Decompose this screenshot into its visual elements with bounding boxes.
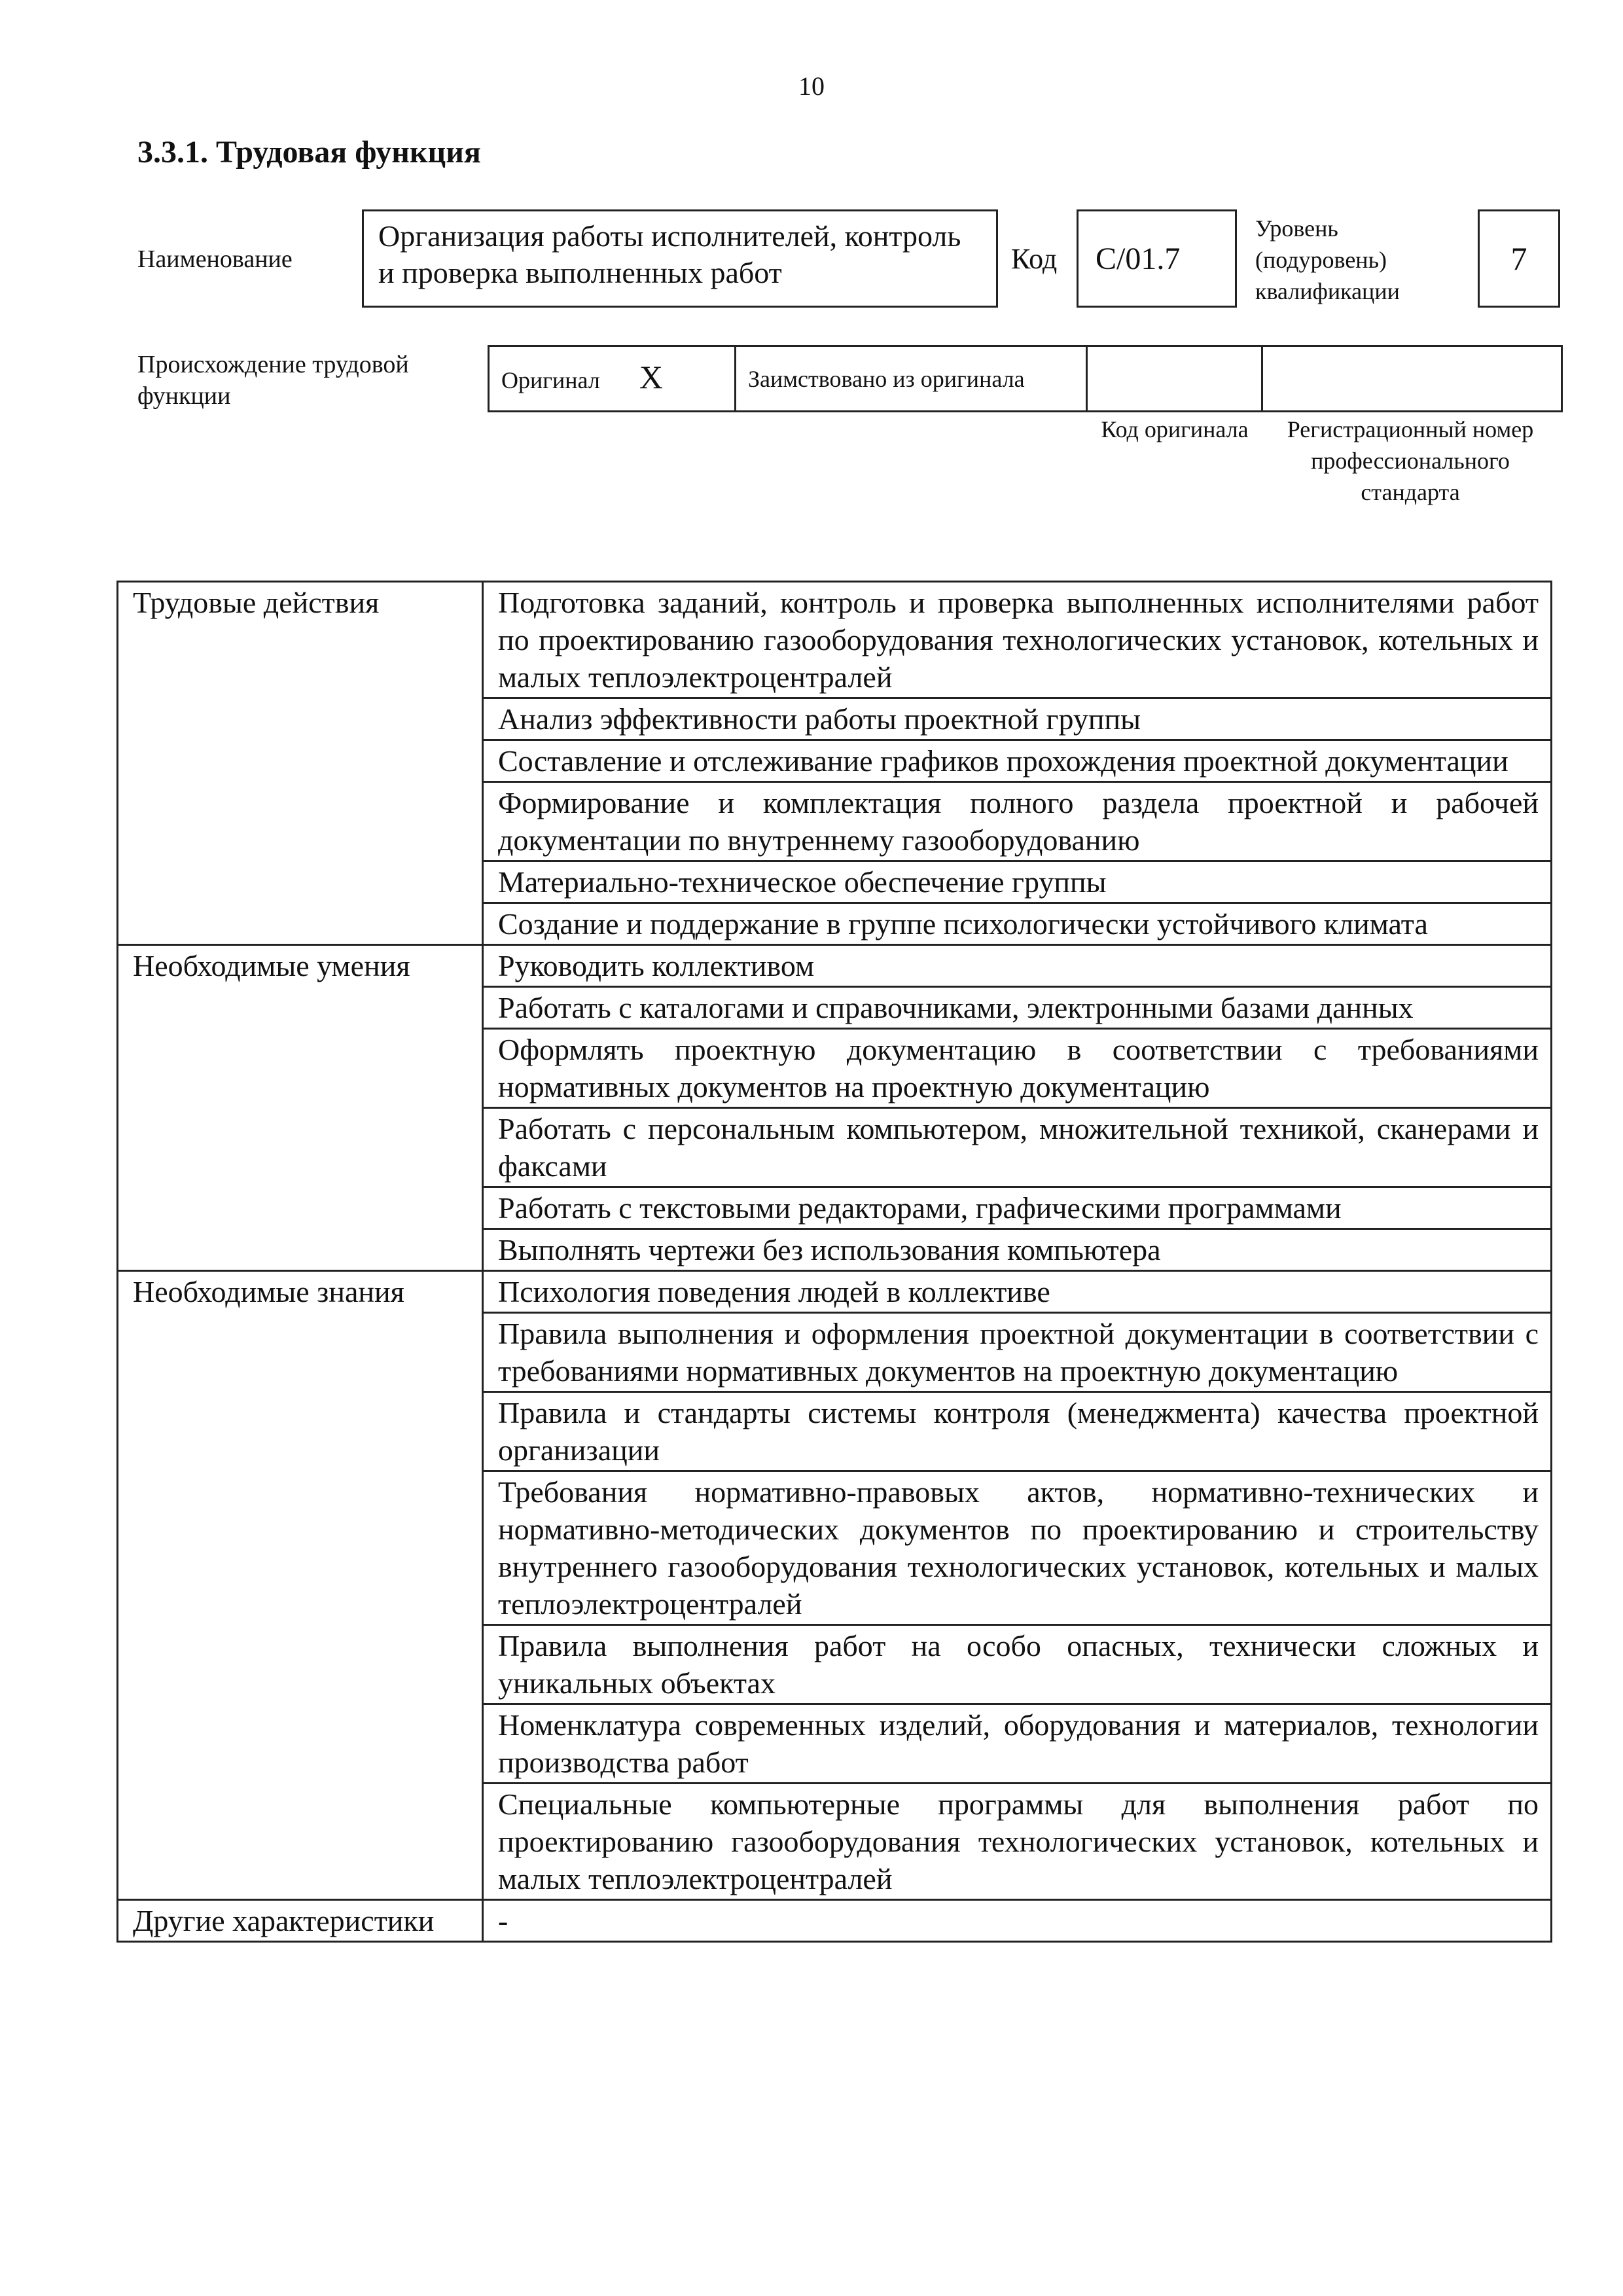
category-cell: Необходимые знания — [118, 1271, 483, 1900]
item-cell: Правила выполнения работ на особо опасных, технически сложных и уникальных объектах — [483, 1625, 1552, 1704]
item-cell: Специальные компьютерные программы для выполнения работ по проектированию газооборудования технологических установок, котельных и малых теплоэлектроцентралей — [483, 1784, 1552, 1900]
item-cell: - — [483, 1900, 1552, 1942]
level-label: Уровень (подуровень) квалификации — [1255, 215, 1400, 304]
item-cell: Психология поведения людей в коллективе — [483, 1271, 1552, 1313]
item-cell: Номенклатура современных изделий, оборудования и материалов, технологии производства работ — [483, 1704, 1552, 1784]
borrowed-cell — [736, 346, 1087, 412]
item-cell: Работать с текстовыми редакторами, графическими программами — [483, 1187, 1552, 1229]
table-row — [118, 945, 1552, 987]
original-code-caption: Код оригинала — [1101, 416, 1249, 442]
code-box — [1077, 209, 1237, 308]
item-cell: Формирование и комплектация полного раздела проектной и рабочей документации по внутреннему газооборудованию — [483, 782, 1552, 861]
registration-number-cell — [1262, 346, 1562, 412]
level-box — [1478, 209, 1560, 308]
section-title: 3.3.1. Трудовая функция — [137, 135, 481, 170]
item-cell: Подготовка заданий, контроль и проверка выполненных исполнителями работ по проектированию газооборудования технологических установок, котельных и малых теплоэлектроцентралей — [483, 582, 1552, 698]
code-value: C/01.7 — [1096, 241, 1181, 276]
category-cell: Трудовые действия — [118, 582, 483, 945]
page-number: 10 — [798, 71, 825, 101]
item-cell: Анализ эффективности работы проектной группы — [483, 698, 1552, 740]
origin-label: Происхождение трудовой функции — [137, 351, 409, 410]
item-cell: Материально-техническое обеспечение группы — [483, 861, 1552, 903]
original-mark: X — [639, 359, 663, 395]
level-value: 7 — [1510, 240, 1527, 277]
item-cell: Создание и поддержание в группе психологически устойчивого климата — [483, 903, 1552, 945]
function-details-table — [116, 581, 1552, 1943]
item-cell: Работать с каталогами и справочниками, электронными базами данных — [483, 987, 1552, 1029]
code-label: Код — [1011, 243, 1058, 275]
original-label: Оригинал — [501, 367, 600, 393]
function-name-value: Организация работы исполнителей, контроль и проверка выполненных работ — [378, 219, 961, 289]
item-cell: Правила выполнения и оформления проектной документации в соответствии с требованиями нормативных документов на проектную документацию — [483, 1313, 1552, 1392]
item-cell: Руководить коллективом — [483, 945, 1552, 987]
item-cell: Составление и отслеживание графиков прохождения проектной документации — [483, 740, 1552, 782]
item-cell: Требования нормативно-правовых актов, нормативно-технических и нормативно-методических документов по проектированию и строительству внутреннего газооборудования технологических установок, котельных и малых теплоэлектроцентралей — [483, 1471, 1552, 1625]
table-row — [118, 1271, 1552, 1313]
borrowed-label: Заимствовано из оригинала — [748, 365, 1025, 392]
item-cell: Выполнять чертежи без использования компьютера — [483, 1229, 1552, 1271]
category-cell: Другие характеристики — [118, 1900, 483, 1942]
category-cell: Необходимые умения — [118, 945, 483, 1271]
original-cell — [489, 346, 736, 412]
origin-table — [488, 345, 1563, 412]
function-name-box — [362, 209, 998, 308]
registration-number-caption: Регистрационный номер профессионального стандарта — [1287, 416, 1534, 505]
item-cell: Правила и стандарты системы контроля (менеджмента) качества проектной организации — [483, 1392, 1552, 1471]
table-row — [118, 582, 1552, 698]
original-code-cell — [1087, 346, 1262, 412]
name-label: Наименование — [137, 245, 293, 273]
table-row — [118, 1900, 1552, 1942]
item-cell: Работать с персональным компьютером, множительной техникой, сканерами и факсами — [483, 1108, 1552, 1187]
item-cell: Оформлять проектную документацию в соответствии с требованиями нормативных документов на проектную документацию — [483, 1029, 1552, 1108]
